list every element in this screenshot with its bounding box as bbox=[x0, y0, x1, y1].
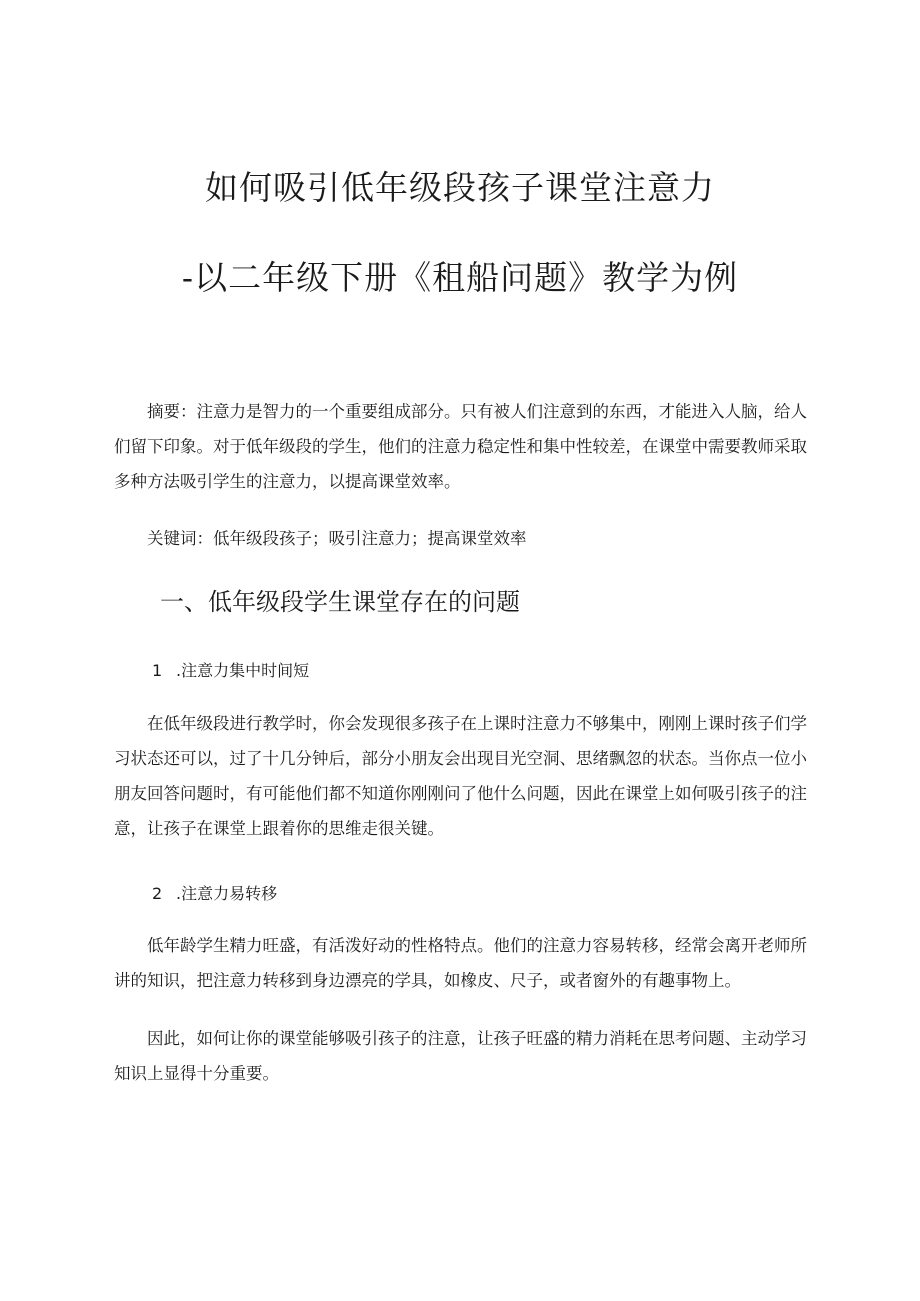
subsection-number: 2 bbox=[152, 884, 163, 903]
body-paragraph-1: 在低年级段进行教学时，你会发现很多孩子在上课时注意力不够集中，刚刚上课时孩子们学习状态还可以，过了十几分钟后，部分小朋友会出现目光空洞、思绪飘忽的状态。当你点一位小朋友回答问题时，有可能他们都不知道你刚刚问了他什么问题，因此在课堂上如何吸引孩子的注意，让孩子在课堂上跟着你的思维走很关键。 bbox=[114, 714, 807, 838]
document-subtitle: -以二年级下册《租船问题》教学为例 bbox=[181, 258, 739, 297]
body-paragraph-2: 低年龄学生精力旺盛，有活泼好动的性格特点。他们的注意力容易转移，经常会离开老师所讲的知识，把注意力转移到身边漂亮的学具，如橡皮、尺子，或者窗外的有趣事物上。 bbox=[114, 936, 807, 990]
keywords-line: 关键词：低年级段孩子；吸引注意力；提高课堂效率 bbox=[147, 529, 527, 548]
document-title: 如何吸引低年级段孩子课堂注意力 bbox=[205, 168, 715, 207]
subsection-number: 1 bbox=[152, 661, 163, 680]
section-heading: 一、低年级段学生课堂存在的问题 bbox=[160, 588, 520, 616]
subsection-title: .注意力易转移 bbox=[176, 884, 278, 903]
subsection-title: .注意力集中时间短 bbox=[176, 661, 310, 680]
conclusion-paragraph: 因此，如何让你的课堂能够吸引孩子的注意，让孩子旺盛的精力消耗在思考问题、主动学习知识上显得十分重要。 bbox=[114, 1029, 807, 1083]
subsection-heading-1 bbox=[152, 658, 309, 684]
subsection-heading-2 bbox=[152, 881, 277, 907]
abstract-paragraph: 摘要：注意力是智力的一个重要组成部分。只有被人们注意到的东西，才能进入人脑，给人们留下印象。对于低年级段的学生，他们的注意力稳定性和集中性较差，在课堂中需要教师采取多种方法吸引学生的注意力，以提高课堂效率。 bbox=[114, 402, 807, 491]
